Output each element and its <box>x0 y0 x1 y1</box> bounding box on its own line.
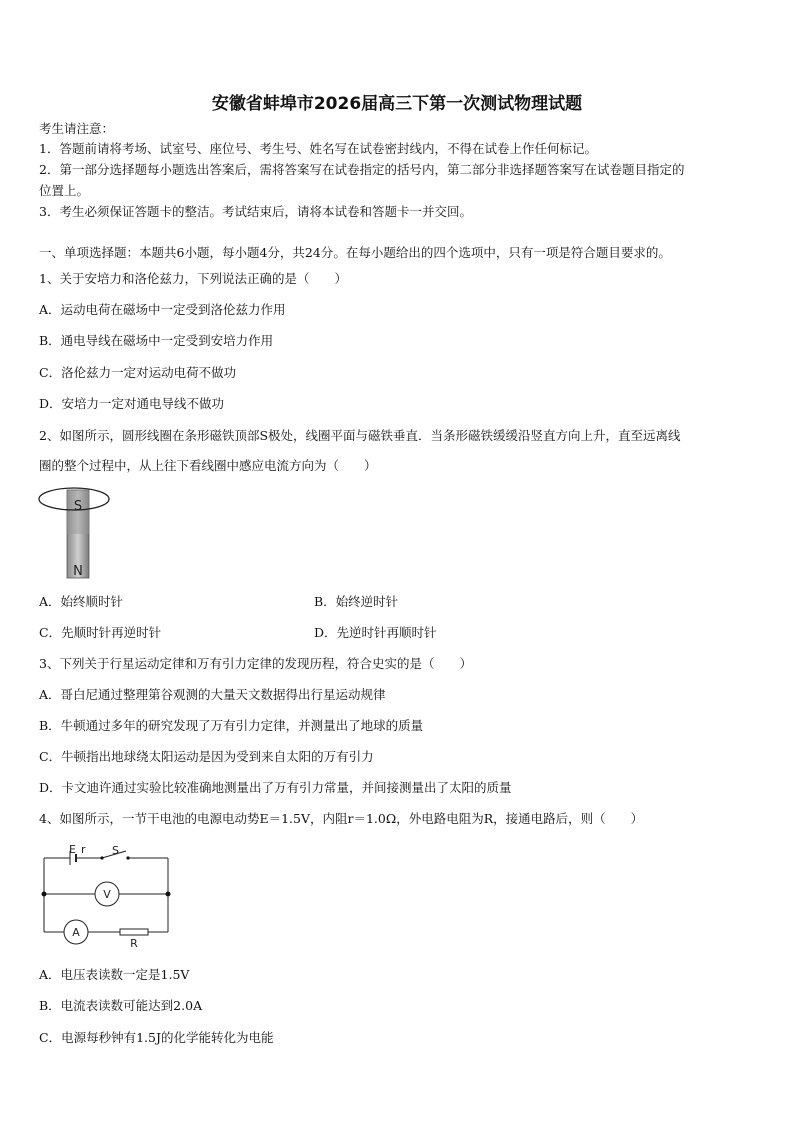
q4-stem: 4、如图所示，一节干电池的电源电动势E＝1.5V，内阻r＝1.0Ω，外电路电阻为R，接通电路后，则（ ） <box>39 811 644 826</box>
junction-dot <box>166 892 171 897</box>
voltmeter-label: V <box>103 888 111 901</box>
switch-pivot <box>100 856 103 859</box>
ammeter-label: A <box>72 926 80 939</box>
label-s: S <box>112 844 119 857</box>
pole-n-label: N <box>73 564 83 579</box>
notice-item: 2．第一部分选择题每小题选出答案后，需将答案写在试卷指定的括号内，第二部分非选择题答案写在试卷题目指定的 <box>39 162 685 177</box>
page-title: 安徽省蚌埠市2026届高三下第一次测试物理试题 <box>211 94 583 114</box>
q4-option-b: B．电流表读数可能达到2.0A <box>39 998 203 1013</box>
q2-option-d: D．先逆时针再顺时针 <box>314 625 437 640</box>
circuit-diagram <box>36 840 176 948</box>
label-e: E <box>69 843 76 856</box>
q3-option-a: A．哥白尼通过整理第谷观测的大量天文数据得出行星运动规律 <box>39 687 386 702</box>
q4-option-c: C．电源每秒钟有1.5J的化学能转化为电能 <box>39 1030 274 1045</box>
q3-option-b: B．牛顿通过多年的研究发现了万有引力定律，并测量出了地球的质量 <box>39 718 424 733</box>
notice-item: 位置上。 <box>39 183 90 198</box>
section-heading: 一、单项选择题：本题共6小题，每小题4分，共24分。在每小题给出的四个选项中，只有一项是符合题目要求的。 <box>39 245 671 260</box>
q2-option-c: C．先顺时针再逆时针 <box>39 625 162 640</box>
junction-dot <box>42 892 47 897</box>
pole-s-label: S <box>73 499 83 514</box>
q3-option-d: D．卡文迪许通过实验比较准确地测量出了万有引力常量，并间接测量出了太阳的质量 <box>39 780 512 795</box>
q2-stem-line1: 2、如图所示，圆形线圈在条形磁铁顶部S极处，线圈平面与磁铁垂直．当条形磁铁缓缓沿竖直方向上升，直至远离线 <box>39 428 681 443</box>
q2-option-b: B．始终逆时针 <box>314 594 399 609</box>
q3-stem: 3、下列关于行星运动定律和万有引力定律的发现历程，符合史实的是（ ） <box>39 656 472 671</box>
q3-option-c: C．牛顿指出地球绕太阳运动是因为受到来自太阳的万有引力 <box>39 749 374 764</box>
q4-option-a: A．电压表读数一定是1.5V <box>39 967 190 982</box>
q1-option-c: C．洛伦兹力一定对运动电荷不做功 <box>39 365 237 380</box>
q1-option-b: B．通电导线在磁场中一定受到安培力作用 <box>39 333 274 348</box>
q1-stem: 1、关于安培力和洛伦兹力，下列说法正确的是（ ） <box>39 271 347 286</box>
notice-item: 1．答题前请将考场、试室号、座位号、考生号、姓名写在试卷密封线内，不得在试卷上作任何标记。 <box>39 141 597 156</box>
magnet-coil-figure <box>36 484 116 582</box>
q1-option-d: D．安培力一定对通电导线不做功 <box>39 396 225 411</box>
q2-option-a: A．始终顺时针 <box>39 594 124 609</box>
q2-stem-line2: 圈的整个过程中，从上往下看线圈中感应电流方向为（ ） <box>39 458 377 473</box>
label-r: r <box>81 843 86 856</box>
q1-option-a: A．运动电荷在磁场中一定受到洛伦兹力作用 <box>39 302 286 317</box>
notice-item: 3．考生必须保证答题卡的整洁。考试结束后，请将本试卷和答题卡一并交回。 <box>39 204 472 219</box>
notice-header: 考生请注意： <box>39 121 115 136</box>
switch-contact <box>126 856 129 859</box>
resistor-label: R <box>130 937 138 948</box>
